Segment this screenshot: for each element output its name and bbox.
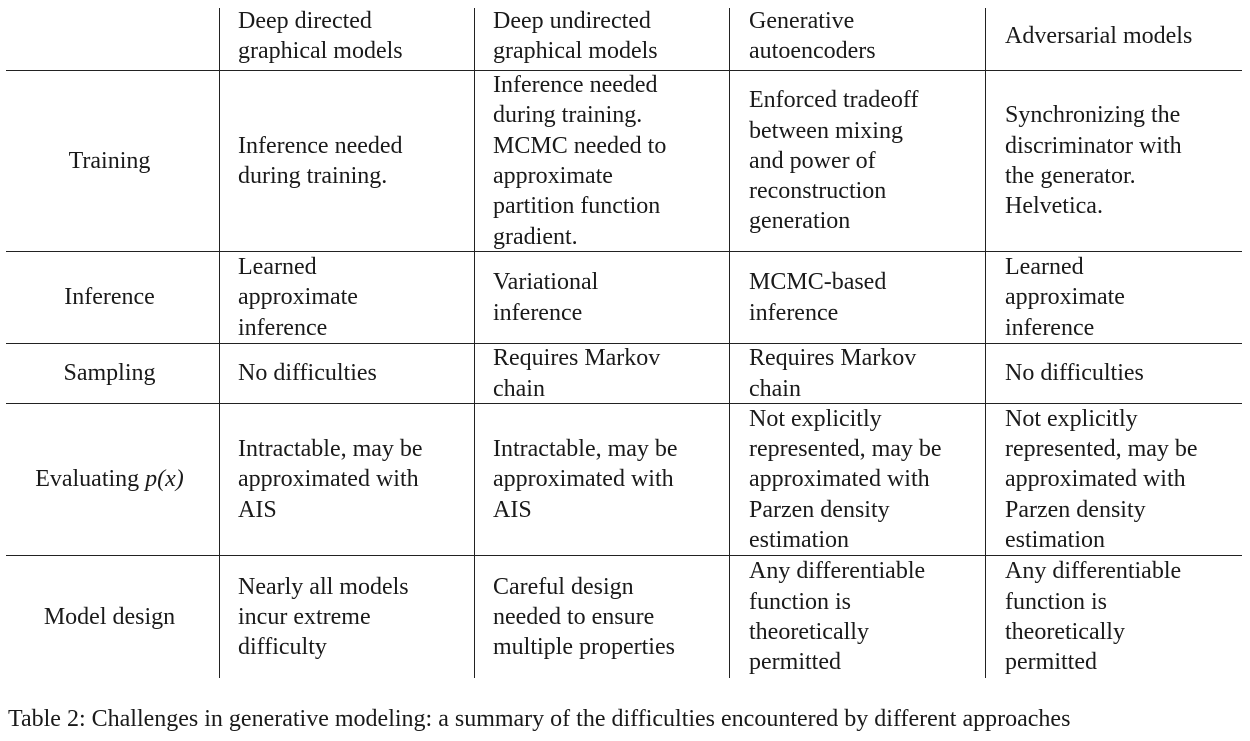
- table-cell: Any differentiable function is theoretically permitted: [749, 558, 926, 676]
- table-cell: Requires Markov chain: [493, 345, 661, 402]
- row-label-evaluating-word: Evaluating: [35, 466, 140, 493]
- table-cell: Requires Markov chain: [749, 345, 917, 402]
- row-label-evaluating: [0, 404, 219, 555]
- table-cell: Not explicitly represented, may be approximated with Parzen density estimation: [749, 405, 942, 553]
- table-cell: No difficulties: [238, 360, 377, 387]
- row-label-inference: Inference: [64, 284, 155, 311]
- caption-label: Table 2:: [8, 706, 86, 732]
- table-cell: Not explicitly represented, may be approximated with Parzen density estimation: [1005, 405, 1198, 553]
- table-cell: Learned approximate inference: [238, 254, 358, 341]
- row-label-evaluating-text: [35, 464, 184, 494]
- table-cell: Enforced tradeoff between mixing and power of reconstruction generation: [749, 87, 919, 235]
- caption-text: Challenges in generative modeling: a summary of the difficulties encountered by different approaches: [91, 706, 1071, 732]
- table-cell: Learned approximate inference: [1005, 254, 1125, 341]
- header-cell-generative-autoencoders: Generative autoencoders: [749, 7, 876, 64]
- table-cell: Any differentiable function is theoretically permitted: [1005, 558, 1182, 676]
- row-label-sampling: Sampling: [63, 360, 156, 387]
- px-math-symbol: p(x): [145, 466, 184, 493]
- table-caption: [8, 704, 1070, 734]
- table-cell: Inference needed during training.: [238, 132, 403, 189]
- table-cell: Intractable, may be approximated with AIS: [493, 436, 678, 523]
- table-cell: Synchronizing the discriminator with the generator. Helvetica.: [1005, 102, 1182, 220]
- table-cell: No difficulties: [1005, 360, 1144, 387]
- row-label-training: Training: [68, 147, 151, 174]
- table-cell: Careful design needed to ensure multiple properties: [493, 573, 675, 661]
- table-cell: Nearly all models incur extreme difficulty: [238, 573, 409, 661]
- table-cell: Intractable, may be approximated with AIS: [238, 436, 423, 523]
- table-cell: Variational inference: [493, 269, 599, 326]
- header-cell-deep-directed: Deep directed graphical models: [238, 7, 403, 64]
- header-cell-adversarial-models: Adversarial models: [1005, 22, 1193, 49]
- table-cell: MCMC-based inference: [749, 269, 887, 326]
- table-cell: Inference needed during training. MCMC needed to approximate partition function gradient.: [493, 72, 667, 250]
- header-cell-deep-undirected: Deep undirected graphical models: [493, 7, 658, 64]
- row-label-model-design: Model design: [43, 603, 176, 630]
